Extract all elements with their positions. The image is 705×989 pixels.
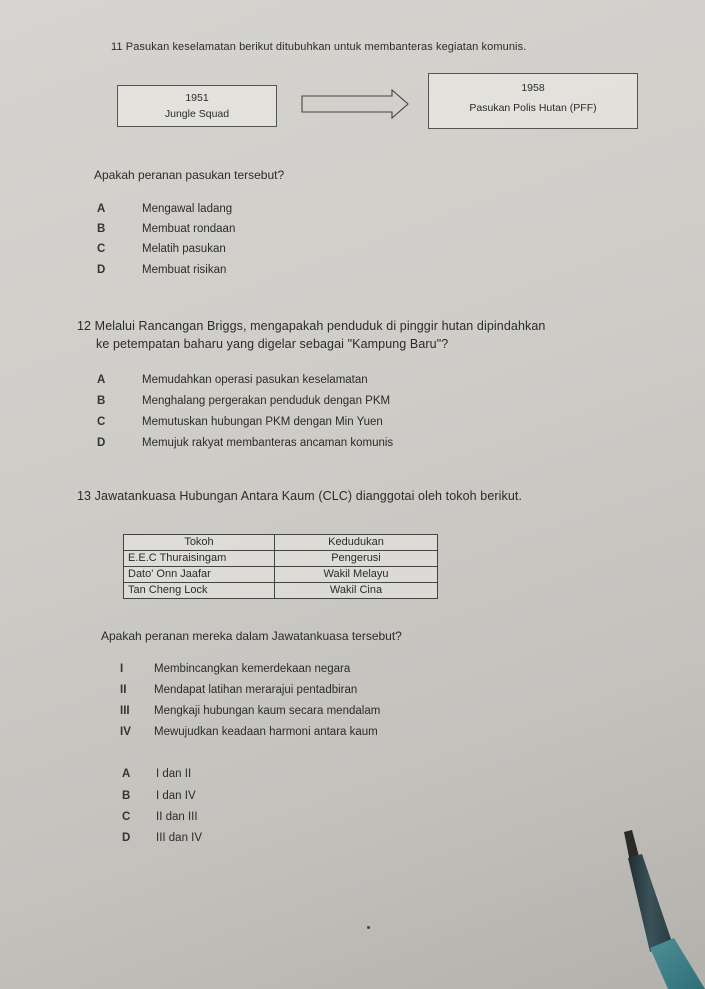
q12-option-c-letter: C [97, 416, 106, 428]
q13-option-d-text: III dan IV [156, 832, 203, 844]
q13-statement-1-text: Membincangkan kemerdekaan negara [154, 663, 351, 675]
table-header-kedudukan: Kedudukan [275, 535, 438, 551]
stray-dot-mark [367, 926, 370, 929]
q13-statement-3-num: III [120, 705, 130, 717]
q11-option-a-text: Mengawal ladang [142, 203, 233, 215]
q13-statement-2-num: II [120, 684, 127, 696]
table-cell-tokoh: Dato' Onn Jaafar [124, 567, 275, 583]
table-row [124, 583, 438, 599]
table-header-tokoh: Tokoh [124, 535, 275, 551]
clc-members-table [123, 534, 438, 599]
q13-statement-2-text: Mendapat latihan merarajui pentadbiran [154, 684, 358, 696]
q12-option-d-text: Memujuk rakyat membanteras ancaman komunis [142, 437, 394, 449]
q12-option-b-letter: B [97, 395, 106, 407]
q12-title-line1: 12 Melalui Rancangan Briggs, mengapakah penduduk di pinggir hutan dipindahkan [77, 319, 546, 333]
q13-option-d-letter: D [122, 832, 131, 844]
q13-option-c-text: II dan III [156, 811, 198, 823]
q11-option-c-letter: C [97, 243, 106, 255]
q12-option-a-text: Memudahkan operasi pasukan keselamatan [142, 374, 368, 386]
q11-option-b-letter: B [97, 223, 106, 235]
table-cell-kedudukan: Pengerusi [275, 551, 438, 567]
q11-title: 11 Pasukan keselamatan berikut ditubuhkan untuk membanteras kegiatan komunis. [111, 41, 527, 53]
table-header-row [124, 535, 438, 551]
q11-box-pff [428, 73, 638, 129]
q11-option-d-text: Membuat risikan [142, 264, 227, 276]
q11-option-a-letter: A [97, 203, 106, 215]
q11-box-left-name: Jungle Squad [164, 108, 230, 120]
q11-option-c-text: Melatih pasukan [142, 243, 226, 255]
table-row [124, 551, 438, 567]
q11-prompt: Apakah peranan pasukan tersebut? [94, 168, 285, 182]
table-cell-tokoh: Tan Cheng Lock [124, 583, 275, 599]
q13-option-a-letter: A [122, 768, 131, 780]
q13-option-c-letter: C [122, 811, 131, 823]
q13-prompt: Apakah peranan mereka dalam Jawatankuasa tersebut? [101, 629, 402, 643]
q11-box-right-year: 1958 [521, 82, 545, 94]
pen-icon [610, 830, 705, 989]
table-cell-kedudukan: Wakil Cina [275, 583, 438, 599]
q13-statement-1-num: I [120, 663, 124, 675]
q12-option-d-letter: D [97, 437, 106, 449]
q12-title-line2: ke petempatan baharu yang digelar sebagai "Kampung Baru"? [96, 337, 449, 351]
q12-option-c-text: Memutuskan hubungan PKM dengan Min Yuen [142, 416, 383, 428]
q12-option-b-text: Menghalang pergerakan penduduk dengan PKM [142, 395, 391, 407]
q11-arrow-icon [300, 89, 410, 119]
q13-option-b-text: I dan IV [156, 790, 196, 802]
q13-statement-4-num: IV [120, 726, 131, 738]
q11-option-b-text: Membuat rondaan [142, 223, 236, 235]
q11-box-right-name: Pasukan Polis Hutan (PFF) [469, 102, 597, 114]
q13-option-b-letter: B [122, 790, 131, 802]
q11-box-left-year: 1951 [185, 92, 209, 104]
q13-title: 13 Jawatankuasa Hubungan Antara Kaum (CLC) dianggotai oleh tokoh berikut. [77, 489, 523, 503]
q11-box-jungle-squad [117, 85, 277, 127]
q13-option-a-text: I dan II [156, 768, 192, 780]
q11-option-d-letter: D [97, 264, 106, 276]
q13-statement-3-text: Mengkaji hubungan kaum secara mendalam [154, 705, 381, 717]
q13-statement-4-text: Mewujudkan keadaan harmoni antara kaum [154, 726, 378, 738]
table-cell-tokoh: E.E.C Thuraisingam [124, 551, 275, 567]
table-cell-kedudukan: Wakil Melayu [275, 567, 438, 583]
q12-option-a-letter: A [97, 374, 106, 386]
table-row [124, 567, 438, 583]
